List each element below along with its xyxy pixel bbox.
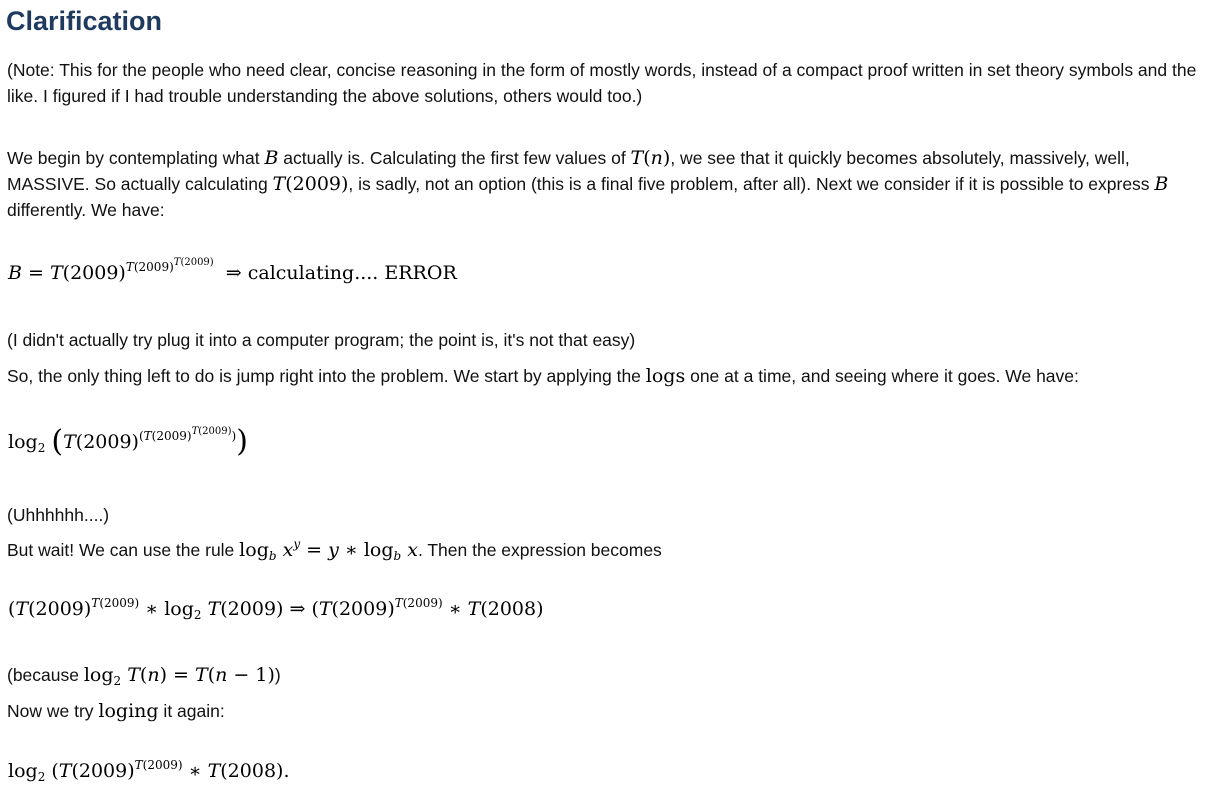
- because-text-2: ): [274, 665, 281, 685]
- intro-text-2: actually is. Calculating the first few values of: [278, 148, 631, 168]
- equation-B-definition: $B = T(2009)^{T(2009)^{T(2009)}}$ ⇒ calculating.... ERROR: [8, 256, 457, 284]
- math-log-rule: $\log_b x^y = y$ ∗ $\log_b x$: [239, 536, 418, 563]
- so-paragraph: [7, 363, 1079, 389]
- but-wait-text-1: But wait! We can use the rule: [7, 540, 240, 560]
- intro-text-3: , we see that it quickly becomes absolutely, massively, well, MASSIVE. So actually calculating: [7, 148, 1130, 194]
- math-B-2: B: [1154, 173, 1169, 195]
- because-text-1: (because: [7, 665, 84, 685]
- but-wait-text-2: . Then the expression becomes: [417, 540, 662, 560]
- didnt-try-text: (I didn't actually try plug it into a computer program; the point is, it's not that easy): [7, 330, 636, 350]
- equation-log-B: $\log_2 (T(2009)^{(T(2009)^{T(2009)})})$: [8, 424, 248, 459]
- equation-log-again: $\log_2 (T(2009)^{T(2009)}$ ∗ T(2008).: [8, 757, 290, 784]
- equation-expression-becomes: ($T(2009)^{T(2009)}$ ∗ $\log_2 T(2009)$ ⇒ ($T(2009)^{T(2009)}$ ∗ T(2008): [8, 595, 544, 622]
- intro-text-5: differently. We have:: [7, 200, 165, 220]
- math-T-n: T(n): [630, 147, 671, 169]
- math-loging: loging: [98, 700, 159, 722]
- note-paragraph: (Note: This for the people who need clear, concise reasoning in the form of mostly words, instead of a compact proof written in set theory symbols and the like. I figured if I had trouble understanding the above solutions, others would too.): [7, 60, 1197, 106]
- now-text-1: Now we try: [7, 701, 99, 721]
- math-logs: logs: [645, 365, 686, 387]
- equation-tail-text: calculating.... ERROR: [247, 262, 457, 284]
- math-B: B: [264, 147, 279, 169]
- intro-paragraph: [7, 145, 1207, 223]
- intro-text-4: , is sadly, not an option (this is a final five problem, after all). Next we consider if it is possible to express: [348, 174, 1155, 194]
- but-wait-paragraph: [7, 537, 662, 565]
- so-text-2: one at a time, and seeing where it goes. We have:: [685, 366, 1079, 386]
- now-text-2: it again:: [158, 701, 225, 721]
- now-paragraph: [7, 698, 225, 724]
- intro-text-1: We begin by contemplating what: [7, 148, 265, 168]
- uhh-text: (Uhhhhhh....): [7, 505, 110, 525]
- so-text-1: So, the only thing left to do is jump right into the problem. We start by applying the: [7, 366, 646, 386]
- section-heading: Clarification: [6, 6, 163, 36]
- math-T-2009: T(2009): [272, 173, 349, 195]
- because-paragraph: [7, 662, 281, 690]
- math-log-T-n: $\log_2 T(n) = T(n - 1)$: [83, 664, 275, 688]
